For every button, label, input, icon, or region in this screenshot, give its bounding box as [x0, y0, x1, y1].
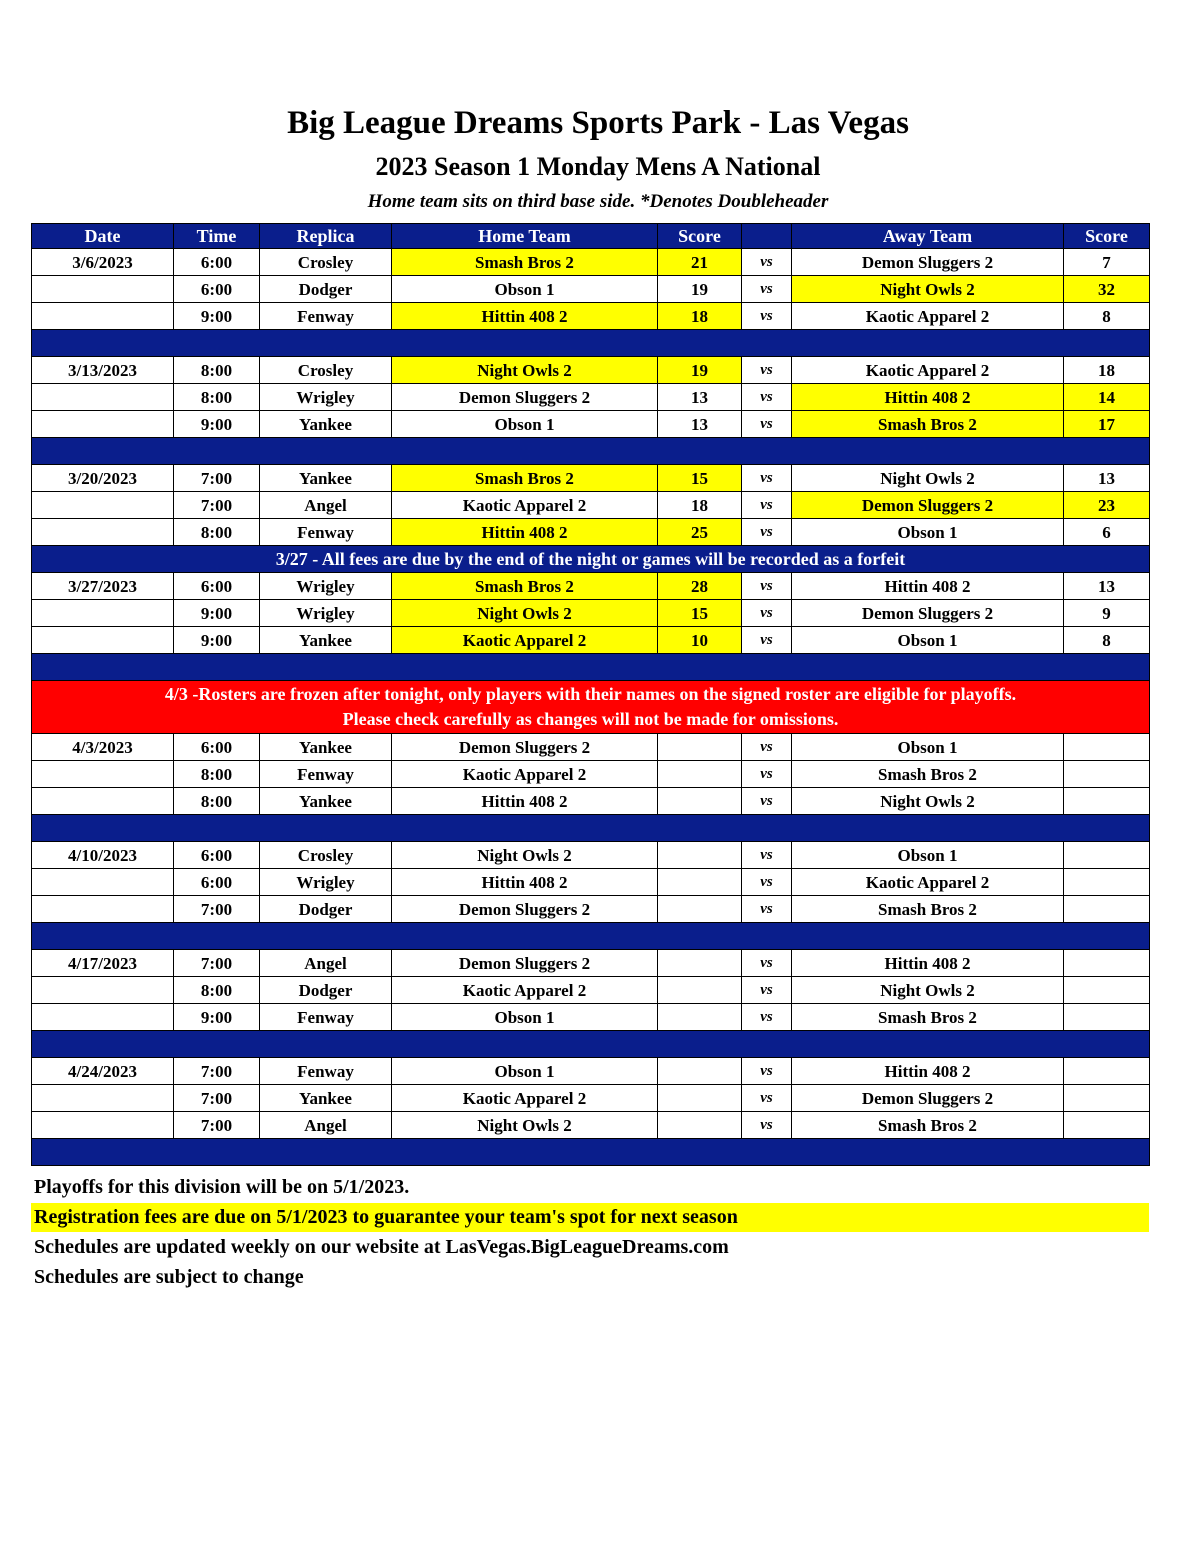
vs-cell: vs	[742, 411, 792, 438]
roster-freeze-notice-cell	[32, 681, 1150, 734]
vs-cell: vs	[742, 1004, 792, 1031]
time-cell: 8:00	[174, 788, 260, 815]
home-team-cell: Obson 1	[392, 276, 658, 303]
home-team-cell: Kaotic Apparel 2	[392, 1085, 658, 1112]
home-team-cell: Night Owls 2	[392, 600, 658, 627]
game-row	[32, 1004, 1150, 1031]
vs-cell: vs	[742, 1112, 792, 1139]
date-cell: 4/10/2023	[32, 842, 174, 869]
date-cell	[32, 761, 174, 788]
time-cell: 8:00	[174, 761, 260, 788]
replica-cell: Dodger	[260, 276, 392, 303]
home-team-cell: Demon Sluggers 2	[392, 896, 658, 923]
time-cell: 7:00	[174, 1112, 260, 1139]
away-score-cell	[1064, 869, 1150, 896]
away-team-cell: Hittin 408 2	[792, 384, 1064, 411]
home-score-cell: 21	[658, 249, 742, 276]
replica-cell: Crosley	[260, 357, 392, 384]
away-team-cell: Kaotic Apparel 2	[792, 869, 1064, 896]
vs-cell: vs	[742, 357, 792, 384]
away-score-cell: 23	[1064, 492, 1150, 519]
vs-cell: vs	[742, 276, 792, 303]
game-row	[32, 519, 1150, 546]
replica-cell: Yankee	[260, 734, 392, 761]
away-team-cell: Night Owls 2	[792, 788, 1064, 815]
home-team-cell: Hittin 408 2	[392, 788, 658, 815]
replica-cell: Angel	[260, 1112, 392, 1139]
time-cell: 9:00	[174, 627, 260, 654]
home-score-cell	[658, 1085, 742, 1112]
away-score-cell: 13	[1064, 465, 1150, 492]
date-cell	[32, 627, 174, 654]
replica-cell: Wrigley	[260, 573, 392, 600]
replica-cell: Angel	[260, 492, 392, 519]
date-cell	[32, 788, 174, 815]
col-header-away-score: Score	[1064, 224, 1150, 249]
vs-cell: vs	[742, 734, 792, 761]
away-team-cell: Demon Sluggers 2	[792, 492, 1064, 519]
away-score-cell	[1064, 1112, 1150, 1139]
home-score-cell: 13	[658, 384, 742, 411]
table-header	[32, 224, 1150, 249]
time-cell: 8:00	[174, 357, 260, 384]
away-team-cell: Night Owls 2	[792, 276, 1064, 303]
time-cell: 7:00	[174, 492, 260, 519]
col-header-home-score: Score	[658, 224, 742, 249]
replica-cell: Dodger	[260, 896, 392, 923]
time-cell: 6:00	[174, 869, 260, 896]
away-score-cell	[1064, 761, 1150, 788]
replica-cell: Yankee	[260, 627, 392, 654]
replica-cell: Crosley	[260, 842, 392, 869]
vs-cell: vs	[742, 465, 792, 492]
away-team-cell: Smash Bros 2	[792, 1112, 1064, 1139]
time-cell: 6:00	[174, 573, 260, 600]
game-row	[32, 950, 1150, 977]
game-row	[32, 896, 1150, 923]
replica-cell: Fenway	[260, 303, 392, 330]
home-team-cell: Hittin 408 2	[392, 303, 658, 330]
away-team-cell: Hittin 408 2	[792, 1058, 1064, 1085]
game-row	[32, 357, 1150, 384]
time-cell: 6:00	[174, 249, 260, 276]
game-row	[32, 734, 1150, 761]
home-score-cell: 15	[658, 465, 742, 492]
away-team-cell: Demon Sluggers 2	[792, 1085, 1064, 1112]
col-header-replica: Replica	[260, 224, 392, 249]
home-score-cell	[658, 788, 742, 815]
away-team-cell: Smash Bros 2	[792, 1004, 1064, 1031]
away-score-cell	[1064, 1085, 1150, 1112]
vs-cell: vs	[742, 977, 792, 1004]
schedule-table-body	[32, 249, 1150, 1166]
home-score-cell: 25	[658, 519, 742, 546]
col-header-date: Date	[32, 224, 174, 249]
home-team-cell: Demon Sluggers 2	[392, 734, 658, 761]
home-team-cell: Kaotic Apparel 2	[392, 977, 658, 1004]
away-team-cell: Hittin 408 2	[792, 573, 1064, 600]
footer-registration-note: Registration fees are due on 5/1/2023 to guarantee your team's spot for next season	[31, 1203, 1149, 1232]
date-cell	[32, 1085, 174, 1112]
game-row	[32, 384, 1150, 411]
vs-cell: vs	[742, 573, 792, 600]
time-cell: 7:00	[174, 950, 260, 977]
home-team-cell: Smash Bros 2	[392, 573, 658, 600]
separator-cell	[32, 1031, 1150, 1058]
date-cell: 3/13/2023	[32, 357, 174, 384]
home-score-cell: 18	[658, 492, 742, 519]
away-team-cell: Smash Bros 2	[792, 896, 1064, 923]
home-score-cell: 19	[658, 357, 742, 384]
col-header-home-team: Home Team	[392, 224, 658, 249]
away-team-cell: Obson 1	[792, 519, 1064, 546]
date-cell: 4/17/2023	[32, 950, 174, 977]
date-cell	[32, 492, 174, 519]
away-score-cell: 8	[1064, 627, 1150, 654]
separator-row	[32, 438, 1150, 465]
date-cell	[32, 1112, 174, 1139]
home-score-cell	[658, 1112, 742, 1139]
home-team-cell: Kaotic Apparel 2	[392, 761, 658, 788]
home-team-cell: Smash Bros 2	[392, 249, 658, 276]
separator-cell	[32, 330, 1150, 357]
time-cell: 7:00	[174, 896, 260, 923]
away-score-cell	[1064, 734, 1150, 761]
away-score-cell: 32	[1064, 276, 1150, 303]
date-cell	[32, 303, 174, 330]
replica-cell: Yankee	[260, 411, 392, 438]
title-block	[0, 0, 1196, 213]
replica-cell: Fenway	[260, 761, 392, 788]
footer-website-note: Schedules are updated weekly on our website at LasVegas.BigLeagueDreams.com	[34, 1236, 729, 1259]
fees-notice-row	[32, 546, 1150, 573]
separator-row	[32, 1139, 1150, 1166]
home-team-cell: Night Owls 2	[392, 357, 658, 384]
replica-cell: Wrigley	[260, 600, 392, 627]
vs-cell: vs	[742, 896, 792, 923]
time-cell: 9:00	[174, 411, 260, 438]
col-header-away-team: Away Team	[792, 224, 1064, 249]
game-row	[32, 869, 1150, 896]
away-team-cell: Kaotic Apparel 2	[792, 303, 1064, 330]
away-score-cell: 18	[1064, 357, 1150, 384]
game-row	[32, 600, 1150, 627]
away-score-cell: 17	[1064, 411, 1150, 438]
separator-row	[32, 654, 1150, 681]
vs-cell: vs	[742, 303, 792, 330]
roster-freeze-notice-line: Please check carefully as changes will not be made for omissions.	[342, 709, 839, 730]
game-row	[32, 842, 1150, 869]
time-cell: 7:00	[174, 1085, 260, 1112]
vs-cell: vs	[742, 788, 792, 815]
game-row	[32, 492, 1150, 519]
away-team-cell: Smash Bros 2	[792, 411, 1064, 438]
time-cell: 8:00	[174, 977, 260, 1004]
home-score-cell	[658, 1004, 742, 1031]
away-team-cell: Demon Sluggers 2	[792, 249, 1064, 276]
away-score-cell: 7	[1064, 249, 1150, 276]
replica-cell: Angel	[260, 950, 392, 977]
time-cell: 8:00	[174, 384, 260, 411]
date-cell: 3/6/2023	[32, 249, 174, 276]
home-score-cell	[658, 896, 742, 923]
away-team-cell: Obson 1	[792, 734, 1064, 761]
separator-cell	[32, 815, 1150, 842]
away-team-cell: Night Owls 2	[792, 465, 1064, 492]
vs-cell: vs	[742, 869, 792, 896]
away-team-cell: Obson 1	[792, 627, 1064, 654]
away-score-cell	[1064, 950, 1150, 977]
away-team-cell: Kaotic Apparel 2	[792, 357, 1064, 384]
page-note: Home team sits on third base side. *Denotes Doubleheader	[367, 191, 829, 213]
time-cell: 7:00	[174, 465, 260, 492]
away-score-cell: 6	[1064, 519, 1150, 546]
away-team-cell: Smash Bros 2	[792, 761, 1064, 788]
replica-cell: Wrigley	[260, 869, 392, 896]
separator-cell	[32, 1139, 1150, 1166]
home-score-cell: 10	[658, 627, 742, 654]
schedule-table	[31, 223, 1150, 1166]
game-row	[32, 276, 1150, 303]
date-cell	[32, 977, 174, 1004]
roster-freeze-notice-line: 4/3 -Rosters are frozen after tonight, only players with their names on the signed roster are eligible for playoffs.	[164, 684, 1017, 705]
vs-cell: vs	[742, 600, 792, 627]
replica-cell: Wrigley	[260, 384, 392, 411]
replica-cell: Dodger	[260, 977, 392, 1004]
home-score-cell	[658, 734, 742, 761]
home-team-cell: Obson 1	[392, 411, 658, 438]
home-team-cell: Night Owls 2	[392, 842, 658, 869]
time-cell: 8:00	[174, 519, 260, 546]
time-cell: 6:00	[174, 842, 260, 869]
home-score-cell	[658, 761, 742, 788]
away-score-cell	[1064, 842, 1150, 869]
game-row	[32, 1112, 1150, 1139]
game-row	[32, 977, 1150, 1004]
away-team-cell: Hittin 408 2	[792, 950, 1064, 977]
date-cell: 4/24/2023	[32, 1058, 174, 1085]
home-score-cell	[658, 950, 742, 977]
fees-notice-cell: 3/27 - All fees are due by the end of the night or games will be recorded as a forfeit	[32, 546, 1150, 573]
away-team-cell: Obson 1	[792, 842, 1064, 869]
roster-freeze-notice-row	[32, 681, 1150, 734]
time-cell: 6:00	[174, 734, 260, 761]
vs-cell: vs	[742, 842, 792, 869]
game-row	[32, 465, 1150, 492]
home-score-cell	[658, 977, 742, 1004]
header-row	[32, 224, 1150, 249]
game-row	[32, 303, 1150, 330]
away-score-cell: 14	[1064, 384, 1150, 411]
game-row	[32, 573, 1150, 600]
home-team-cell: Kaotic Apparel 2	[392, 492, 658, 519]
vs-cell: vs	[742, 1058, 792, 1085]
home-team-cell: Hittin 408 2	[392, 869, 658, 896]
home-team-cell: Smash Bros 2	[392, 465, 658, 492]
replica-cell: Yankee	[260, 788, 392, 815]
page-subtitle: 2023 Season 1 Monday Mens A National	[375, 151, 821, 181]
game-row	[32, 411, 1150, 438]
vs-cell: vs	[742, 519, 792, 546]
vs-cell: vs	[742, 249, 792, 276]
time-cell: 6:00	[174, 276, 260, 303]
date-cell	[32, 1004, 174, 1031]
home-score-cell: 19	[658, 276, 742, 303]
separator-cell	[32, 923, 1150, 950]
game-row	[32, 627, 1150, 654]
date-cell: 3/27/2023	[32, 573, 174, 600]
vs-cell: vs	[742, 761, 792, 788]
date-cell	[32, 519, 174, 546]
date-cell: 3/20/2023	[32, 465, 174, 492]
date-cell	[32, 411, 174, 438]
game-row	[32, 761, 1150, 788]
home-team-cell: Obson 1	[392, 1058, 658, 1085]
away-team-cell: Demon Sluggers 2	[792, 600, 1064, 627]
home-team-cell: Demon Sluggers 2	[392, 384, 658, 411]
date-cell: 4/3/2023	[32, 734, 174, 761]
home-team-cell: Kaotic Apparel 2	[392, 627, 658, 654]
footer-playoffs-note: Playoffs for this division will be on 5/1/2023.	[34, 1176, 410, 1199]
date-cell	[32, 600, 174, 627]
home-score-cell: 13	[658, 411, 742, 438]
time-cell: 9:00	[174, 303, 260, 330]
col-header-vs	[742, 224, 792, 249]
away-score-cell: 8	[1064, 303, 1150, 330]
separator-cell	[32, 654, 1150, 681]
away-team-cell: Night Owls 2	[792, 977, 1064, 1004]
replica-cell: Yankee	[260, 1085, 392, 1112]
game-row	[32, 1085, 1150, 1112]
footer-subject-to-change-note: Schedules are subject to change	[34, 1266, 304, 1289]
away-score-cell	[1064, 788, 1150, 815]
away-score-cell	[1064, 977, 1150, 1004]
replica-cell: Yankee	[260, 465, 392, 492]
time-cell: 9:00	[174, 600, 260, 627]
away-score-cell: 13	[1064, 573, 1150, 600]
home-team-cell: Obson 1	[392, 1004, 658, 1031]
replica-cell: Fenway	[260, 1058, 392, 1085]
game-row	[32, 249, 1150, 276]
home-team-cell: Demon Sluggers 2	[392, 950, 658, 977]
date-cell	[32, 276, 174, 303]
replica-cell: Fenway	[260, 519, 392, 546]
home-score-cell	[658, 869, 742, 896]
away-score-cell	[1064, 1004, 1150, 1031]
replica-cell: Crosley	[260, 249, 392, 276]
vs-cell: vs	[742, 492, 792, 519]
home-score-cell	[658, 842, 742, 869]
home-score-cell: 28	[658, 573, 742, 600]
date-cell	[32, 896, 174, 923]
separator-row	[32, 815, 1150, 842]
date-cell	[32, 384, 174, 411]
time-cell: 7:00	[174, 1058, 260, 1085]
home-score-cell	[658, 1058, 742, 1085]
page-title: Big League Dreams Sports Park - Las Vegas	[287, 105, 909, 141]
separator-row	[32, 923, 1150, 950]
separator-row	[32, 1031, 1150, 1058]
vs-cell: vs	[742, 1085, 792, 1112]
away-score-cell	[1064, 1058, 1150, 1085]
col-header-time: Time	[174, 224, 260, 249]
away-score-cell	[1064, 896, 1150, 923]
home-score-cell: 15	[658, 600, 742, 627]
time-cell: 9:00	[174, 1004, 260, 1031]
replica-cell: Fenway	[260, 1004, 392, 1031]
home-score-cell: 18	[658, 303, 742, 330]
date-cell	[32, 869, 174, 896]
vs-cell: vs	[742, 384, 792, 411]
game-row	[32, 788, 1150, 815]
footer	[31, 1173, 1149, 1292]
game-row	[32, 1058, 1150, 1085]
home-team-cell: Hittin 408 2	[392, 519, 658, 546]
home-team-cell: Night Owls 2	[392, 1112, 658, 1139]
away-score-cell: 9	[1064, 600, 1150, 627]
vs-cell: vs	[742, 627, 792, 654]
separator-row	[32, 330, 1150, 357]
vs-cell: vs	[742, 950, 792, 977]
separator-cell	[32, 438, 1150, 465]
